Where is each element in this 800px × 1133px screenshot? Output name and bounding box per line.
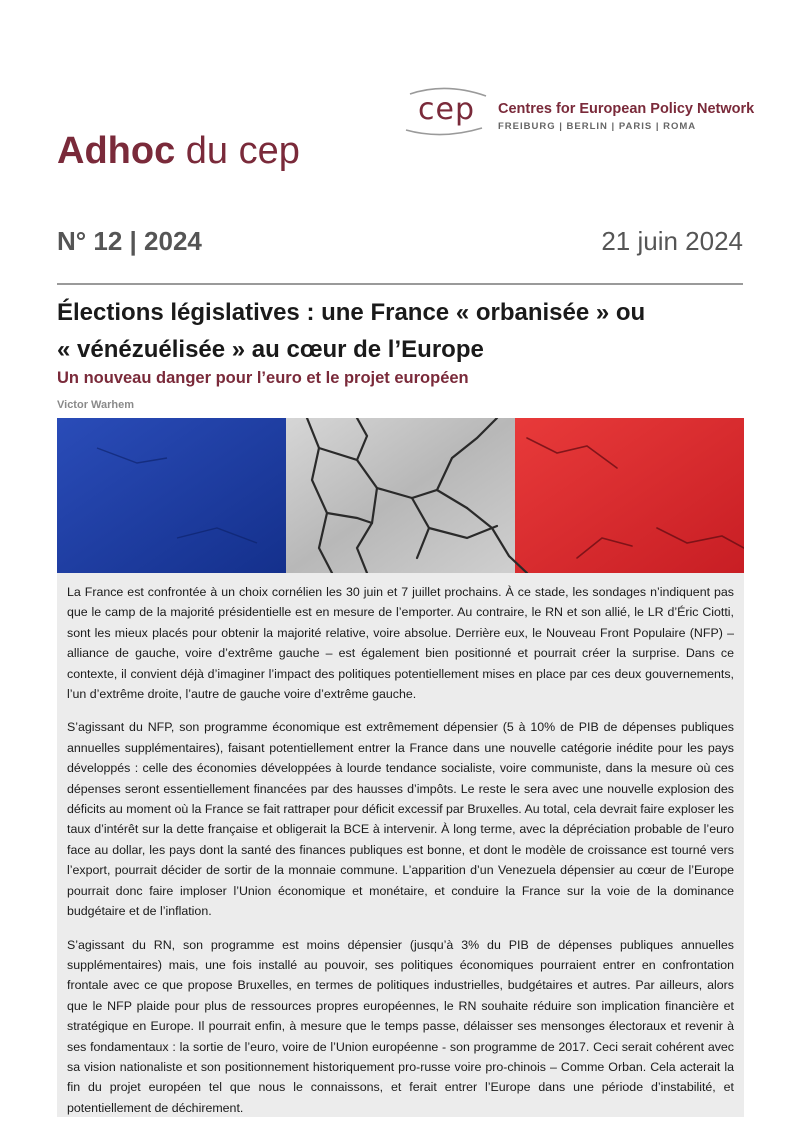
cracked-flag-image (57, 418, 744, 573)
logo-wordmark: cep (418, 92, 475, 127)
issue-number: N° 12 | 2024 (57, 226, 202, 256)
summary-box (57, 573, 744, 1117)
headline-line-2: « vénézuélisée » au cœur de l’Europe (57, 336, 484, 363)
header-divider (57, 283, 743, 285)
article-subtitle: Un nouveau danger pour l’euro et le projet européen (57, 369, 469, 387)
network-name: Centres for European Policy Network (498, 101, 755, 117)
paragraph-2: S’agissant du NFP, son programme économique est extrêmement dépensier (5 à 10% de PIB de dépenses publiques annuelles supplémentaires), faisant potentiellement entrer la France dans une nouvelle catégorie inédite pour les pays développés : celle des économies développées à lourde tendance socialiste, voire communiste, dans la mesure où ces dépenses seront essentiellement financées par des hausses d’impôts. Le reste le sera avec une nouvelle explosion des déficits au moment où la France se fait rattraper pour déficit excessif par Bruxelles. Au total, cela devrait faire exploser les taux d’intérêt sur la dette française et obligerait la BCE à intervenir. À long terme, avec la dépréciation probable de l’euro face au dollar, les pays dont la santé des finances publiques est bonne, et dont le modèle de croissance est tourné vers l’export, pourrait décider de sortir de la monnaie commune. L’apparition d’un Venezuela dépensier au cœur de l’Europe pourrait donc faire imploser l’Union économique et monétaire, et conduire la France sur la voie de la dominance budgétaire et de l’inflation. (67, 720, 734, 919)
network-cities: FREIBURG | BERLIN | PARIS | ROMA (498, 121, 697, 132)
series-title (57, 130, 300, 173)
article-headline (57, 294, 747, 368)
flag-blue-band (57, 418, 286, 573)
series-title-bold: Adhoc (57, 130, 176, 172)
paragraph-3: S’agissant du RN, son programme est moins dépensier (jusqu’à 3% du PIB de dépenses publiques annuelles supplémentaires) mais, une fois installé au pouvoir, ses politiques économiques pourraient entrer en confrontation frontale avec ce que propose Bruxelles, en termes de politiques industrielles, budgétaires et autres. Par ailleurs, alors que le NFP plaide pour plus de ressources propres européennes, le RN souhaite réduire son implication financière et stratégique en Europe. Il pourrait enfin, à mesure que le temps passe, délaisser ses mensonges électoraux et revenir à ses fondamentaux : la sortie de l’euro, voire de l’Union européenne - son programme de 2017. Ceci serait cohérent avec sa vision nationaliste et son positionnement historiquement pro-russe voire pro-chinois – Comme Orban. Cela acterait la fin du projet européen tel que nous le connaissons, et ferait entrer l’Europe dans une période d’instabilité, et potentiellement de déchirement. (67, 937, 734, 1115)
paragraph-1: La France est confrontée à un choix cornélien les 30 juin et 7 juillet prochains. À ce stade, les sondages n’indiquent pas que le camp de la majorité présidentielle est en mesure de l’emporter. Au contraire, le RN et son allié, le LR d’Éric Ciotti, sont les mieux placés pour obtenir la majorité relative, voire absolue. Derrière eux, le Nouveau Front Populaire (NFP) – alliance de gauche, voire d’extrême gauche – est également bien positionné et pourrait créer la surprise. Dans ce contexte, il convient déjà d’imaginer l’impact des politiques potentiellement mises en place par ces deux gouvernements, l’un d’extrême droite, l’autre de gauche voire d’extrême gauche. (67, 585, 734, 702)
publication-date: 21 juin 2024 (601, 226, 743, 256)
series-title-rest: du cep (175, 130, 300, 172)
headline-line-1: Élections législatives : une France « orbanisée » ou (57, 299, 646, 326)
article-author: Victor Warhem (57, 399, 135, 411)
flag-red-band (515, 418, 744, 573)
cep-logo (402, 84, 762, 144)
